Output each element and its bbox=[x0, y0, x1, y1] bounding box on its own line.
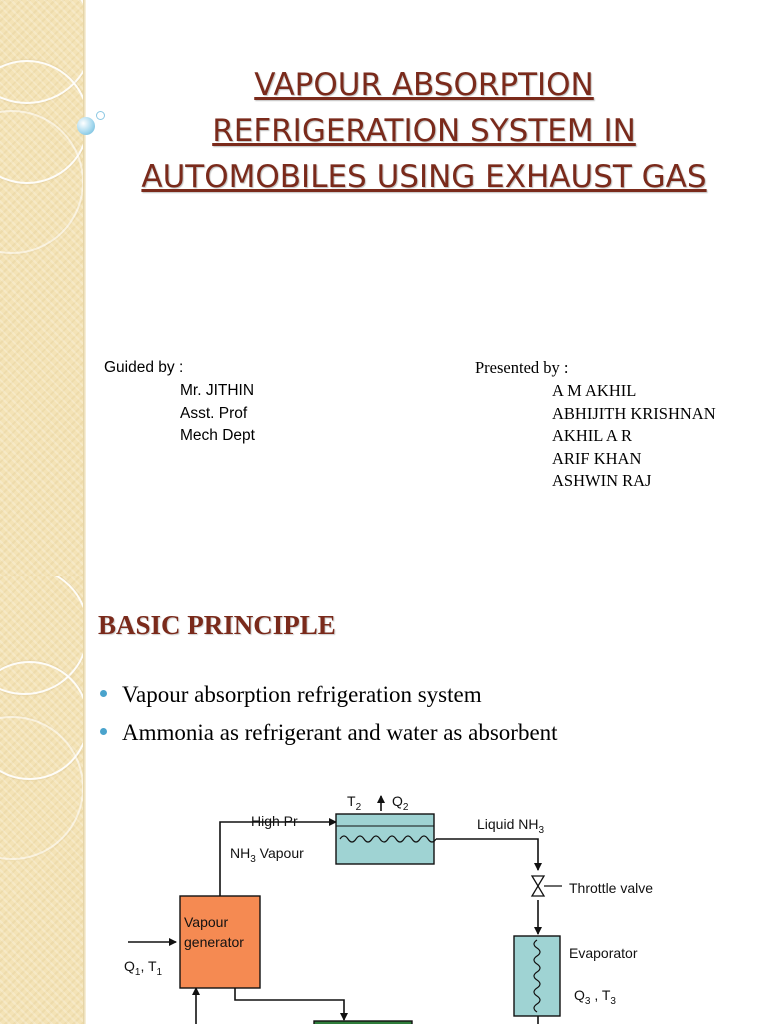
nh3-vapour-label: $NH_3$ Vapour bbox=[230, 845, 304, 865]
bullet-list bbox=[100, 676, 558, 752]
strip-edge bbox=[83, 576, 86, 1024]
guide-name: Mr. JITHIN bbox=[180, 382, 255, 399]
bullet-text: Ammonia as refrigerant and water as absorbent bbox=[122, 720, 558, 745]
generator-outlet-line bbox=[235, 988, 344, 1020]
strip-edge bbox=[83, 0, 86, 576]
presenter-name: A M AKHIL bbox=[552, 381, 637, 400]
guide-details bbox=[180, 380, 255, 448]
decorative-side-strip bbox=[0, 576, 83, 1024]
high-pressure-label: High Pr bbox=[251, 813, 298, 829]
guide-department: Mech Dept bbox=[180, 427, 255, 444]
section-heading: BASIC PRINCIPLE bbox=[98, 610, 336, 640]
bullet-item bbox=[100, 676, 558, 714]
guided-by-label: Guided by : bbox=[104, 359, 184, 376]
presenter-list bbox=[552, 380, 716, 493]
condenser-temperature-label: $T_2$ bbox=[347, 793, 362, 813]
presenter-name: ABHIJITH KRISHNAN bbox=[552, 403, 716, 423]
bullet-icon bbox=[100, 728, 107, 735]
q1-t1-label: $Q_1$, $T_1$ bbox=[124, 958, 163, 978]
presenter-name: ASHWIN RAJ bbox=[552, 471, 652, 490]
refrigeration-diagram bbox=[100, 784, 700, 1024]
generator-label-line1: Vapour bbox=[184, 914, 229, 930]
bullet-text: Vapour absorption refrigeration system bbox=[122, 682, 482, 707]
title-line: AUTOMOBILES USING EXHAUST GAS bbox=[141, 159, 707, 195]
throttle-valve-icon bbox=[532, 876, 562, 896]
decorative-side-strip bbox=[0, 0, 83, 576]
title-line: VAPOUR ABSORPTION bbox=[254, 67, 594, 103]
bullet-item bbox=[100, 714, 558, 752]
liquid-line bbox=[436, 839, 538, 870]
slide-title bbox=[92, 62, 756, 200]
title-line: REFRIGERATION SYSTEM IN bbox=[212, 113, 636, 149]
q3-t3-label: $Q_3$ , $T_3$ bbox=[574, 987, 616, 1007]
presenter-name: ARIF KHAN bbox=[552, 448, 642, 468]
bullet-icon bbox=[100, 690, 107, 697]
guide-designation: Asst. Prof bbox=[180, 404, 248, 422]
presented-by-label: Presented by : bbox=[475, 358, 569, 377]
throttle-valve-label: Throttle valve bbox=[569, 880, 654, 896]
generator-label-line2: generator bbox=[184, 934, 244, 950]
condenser-heat-label: $Q_2$ bbox=[392, 793, 409, 813]
liquid-nh3-label: Liquid $NH_3$ bbox=[477, 816, 545, 836]
evaporator-label: Evaporator bbox=[569, 945, 638, 961]
presenter-name: AKHIL A R bbox=[552, 426, 633, 445]
